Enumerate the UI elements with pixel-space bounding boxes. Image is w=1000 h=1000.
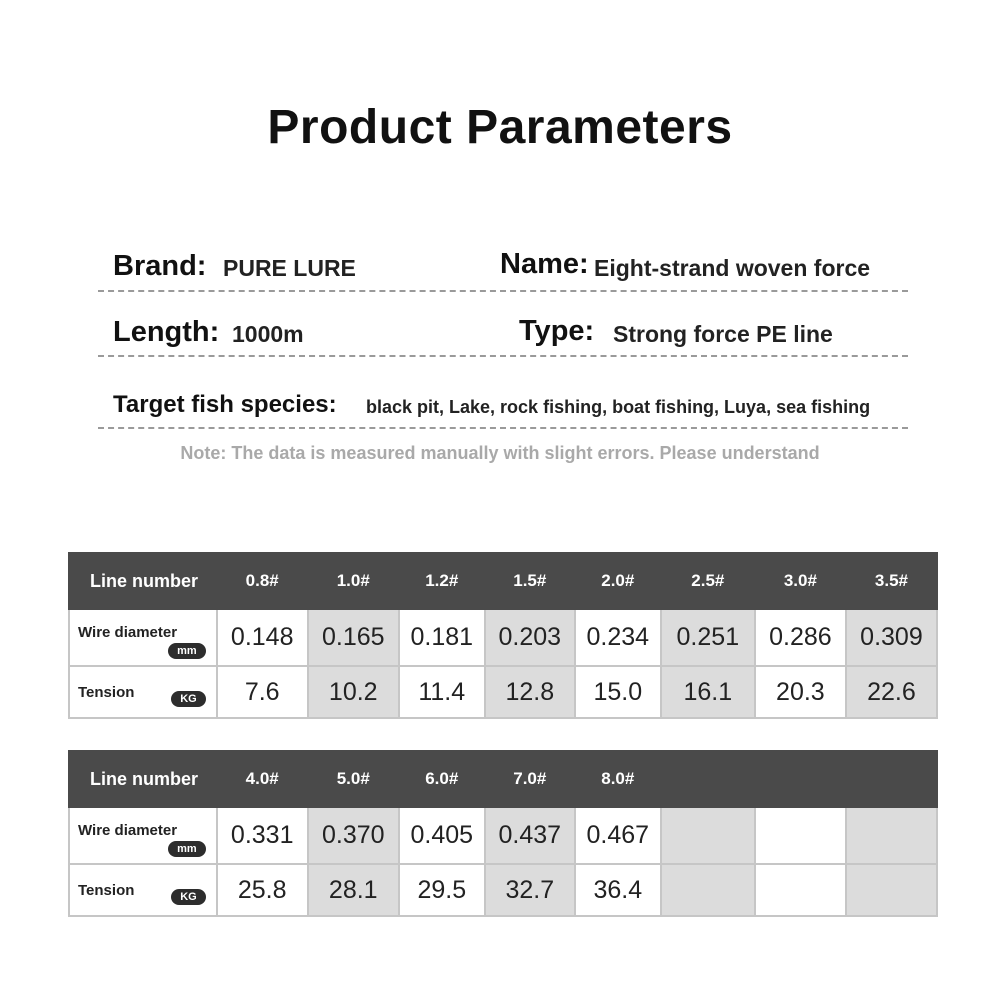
tension-cell: 28.1 [308, 864, 399, 916]
tension-cell: 20.3 [755, 666, 846, 718]
wire-diameter-label: Wire diameter [78, 624, 178, 641]
wire-diameter-cell: 0.467 [575, 807, 661, 864]
line-number-cell: 1.0# [308, 553, 399, 609]
wire-diameter-cell [661, 807, 755, 864]
wire-diameter-cell: 0.234 [575, 609, 661, 666]
line-number-header: Line number [69, 751, 217, 807]
wire-diameter-cell: 0.181 [399, 609, 485, 666]
line-number-cell [661, 751, 755, 807]
tension-cell: 36.4 [575, 864, 661, 916]
tension-cell [755, 864, 846, 916]
tension-cell [846, 864, 937, 916]
wire-diameter-cell: 0.331 [217, 807, 308, 864]
name-label: Name: [500, 248, 589, 280]
wire-diameter-cell: 0.309 [846, 609, 937, 666]
tension-cell: 7.6 [217, 666, 308, 718]
tension-cell: 11.4 [399, 666, 485, 718]
kg-unit-badge: KG [171, 691, 206, 707]
wire-diameter-cell: 0.370 [308, 807, 399, 864]
wire-diameter-cell: 0.165 [308, 609, 399, 666]
tension-label: Tension [78, 882, 135, 899]
line-number-cell: 3.5# [846, 553, 937, 609]
wire-diameter-label-cell [69, 807, 217, 864]
mm-unit-badge: mm [168, 643, 206, 659]
wire-diameter-cell: 0.251 [661, 609, 755, 666]
line-number-cell: 6.0# [399, 751, 485, 807]
tension-label-cell [69, 666, 217, 718]
tension-label: Tension [78, 684, 135, 701]
target-label: Target fish species: [113, 391, 337, 418]
line-number-row [69, 751, 937, 807]
name-value: Eight-strand woven force [594, 255, 871, 281]
line-number-cell: 2.5# [661, 553, 755, 609]
measurement-note: Note: The data is measured manually with slight errors. Please understand [180, 443, 820, 463]
wire-diameter-cell: 0.203 [485, 609, 575, 666]
tension-cell: 22.6 [846, 666, 937, 718]
line-number-cell: 1.2# [399, 553, 485, 609]
line-number-cell: 1.5# [485, 553, 575, 609]
wire-diameter-row [69, 609, 937, 666]
kg-unit-badge: KG [171, 889, 206, 905]
length-label: Length: [113, 316, 220, 348]
wire-diameter-cell: 0.437 [485, 807, 575, 864]
wire-diameter-cell: 0.286 [755, 609, 846, 666]
wire-diameter-cell [755, 807, 846, 864]
brand-value: PURE LURE [223, 255, 356, 281]
wire-diameter-row [69, 807, 937, 864]
wire-diameter-label-cell [69, 609, 217, 666]
line-number-cell: 2.0# [575, 553, 661, 609]
tension-cell: 25.8 [217, 864, 308, 916]
length-type-row [98, 314, 908, 357]
brand-name-row [98, 248, 908, 292]
line-number-cell: 7.0# [485, 751, 575, 807]
type-label: Type: [519, 315, 595, 347]
tension-row [69, 864, 937, 916]
wire-diameter-label: Wire diameter [78, 822, 178, 839]
line-number-cell [755, 751, 846, 807]
target-species-row [98, 389, 908, 429]
mm-unit-badge: mm [168, 841, 206, 857]
tension-cell: 29.5 [399, 864, 485, 916]
line-number-cell: 0.8# [217, 553, 308, 609]
line-number-row [69, 553, 937, 609]
type-value: Strong force PE line [613, 321, 833, 347]
target-value: black pit, Lake, rock fishing, boat fishing, Luya, sea fishing [366, 397, 871, 417]
line-number-cell: 8.0# [575, 751, 661, 807]
tension-cell: 15.0 [575, 666, 661, 718]
line-number-header: Line number [69, 553, 217, 609]
wire-diameter-cell [846, 807, 937, 864]
spec-table-1 [68, 552, 938, 719]
spec-table-2 [68, 750, 938, 917]
line-number-cell: 4.0# [217, 751, 308, 807]
tension-row [69, 666, 937, 718]
line-number-cell: 3.0# [755, 553, 846, 609]
tension-cell [661, 864, 755, 916]
wire-diameter-cell: 0.405 [399, 807, 485, 864]
brand-label: Brand: [113, 250, 207, 282]
tension-cell: 12.8 [485, 666, 575, 718]
line-number-cell [846, 751, 937, 807]
page-title: Product Parameters [267, 101, 733, 154]
tension-cell: 16.1 [661, 666, 755, 718]
tension-cell: 10.2 [308, 666, 399, 718]
tension-label-cell [69, 864, 217, 916]
wire-diameter-cell: 0.148 [217, 609, 308, 666]
length-value: 1000m [232, 321, 304, 347]
tension-cell: 32.7 [485, 864, 575, 916]
line-number-cell: 5.0# [308, 751, 399, 807]
